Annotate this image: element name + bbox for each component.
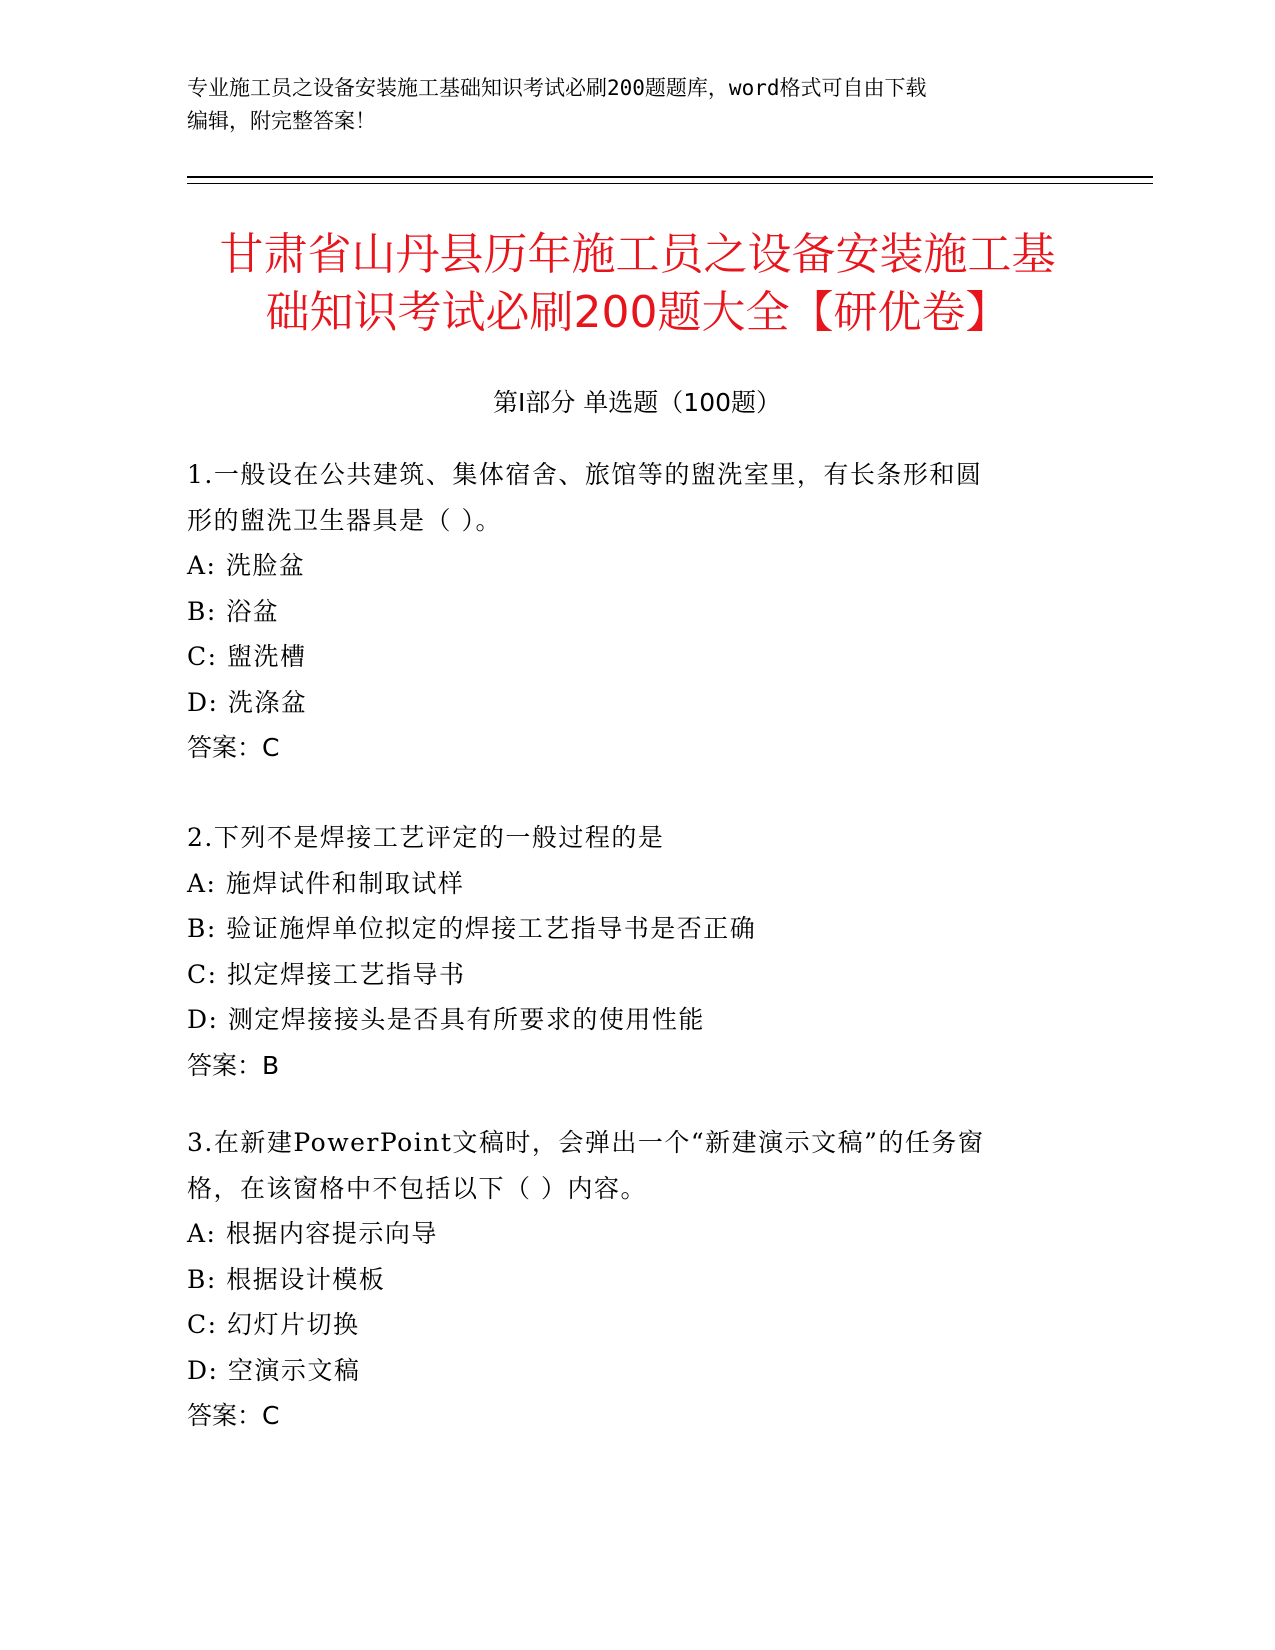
question-2-option-d: D: 测定焊接接头是否具有所要求的使用性能 — [187, 1005, 705, 1034]
header-divider-thick — [187, 176, 1153, 178]
question-2-option-a: A: 施焊试件和制取试样 — [187, 868, 465, 898]
question-2-option-c: C: 拟定焊接工艺指导书 — [187, 959, 466, 989]
question-2 — [187, 815, 1087, 1088]
header-note-line-2: 编辑，附完整答案！ — [187, 109, 376, 133]
header-divider-thin — [187, 183, 1153, 184]
header-note — [187, 72, 1077, 138]
question-1-option-d: D: 洗涤盆 — [187, 687, 308, 717]
section-heading: 第I部分 单选题（100题） — [492, 388, 782, 417]
question-1-text-line-1: 1.一般设在公共建筑、集体宿舍、旅馆等的盥洗室里，有长条形和圆 — [187, 460, 983, 489]
question-3-text-line-2: 格，在该窗格中不包括以下（ ）内容。 — [187, 1173, 647, 1203]
question-1-option-a: A: 洗脸盆 — [187, 551, 306, 580]
question-1-answer: 答案：C — [187, 733, 280, 762]
question-3-text-line-1: 3.在新建PowerPoint文稿时，会弹出一个“新建演示文稿”的任务窗 — [187, 1128, 985, 1157]
question-2-answer: 答案：B — [187, 1050, 280, 1080]
question-1-option-c: C: 盥洗槽 — [187, 642, 307, 671]
question-1 — [187, 452, 1087, 771]
question-3 — [187, 1120, 1087, 1439]
question-3-option-a: A: 根据内容提示向导 — [187, 1219, 438, 1248]
document-title-line-2: 础知识考试必刷200题大全【研优卷】 — [265, 287, 1010, 338]
question-3-option-d: D: 空演示文稿 — [187, 1355, 361, 1385]
question-1-option-b: B: 浴盆 — [187, 596, 280, 626]
question-3-answer: 答案：C — [187, 1401, 280, 1430]
question-2-option-b: B: 验证施焊单位拟定的焊接工艺指导书是否正确 — [187, 914, 757, 943]
document-title-line-1: 甘肃省山丹县历年施工员之设备安装施工基 — [219, 229, 1056, 280]
question-3-option-c: C: 幻灯片切换 — [187, 1310, 360, 1339]
header-note-line-1: 专业施工员之设备安装施工基础知识考试必刷200题题库，word格式可自由下载 — [187, 76, 927, 100]
document-title — [150, 226, 1125, 342]
question-2-text-line-1: 2.下列不是焊接工艺评定的一般过程的是 — [187, 823, 665, 852]
question-3-option-b: B: 根据设计模板 — [187, 1264, 386, 1294]
question-1-text-line-2: 形的盥洗卫生器具是（ ）。 — [187, 505, 502, 535]
